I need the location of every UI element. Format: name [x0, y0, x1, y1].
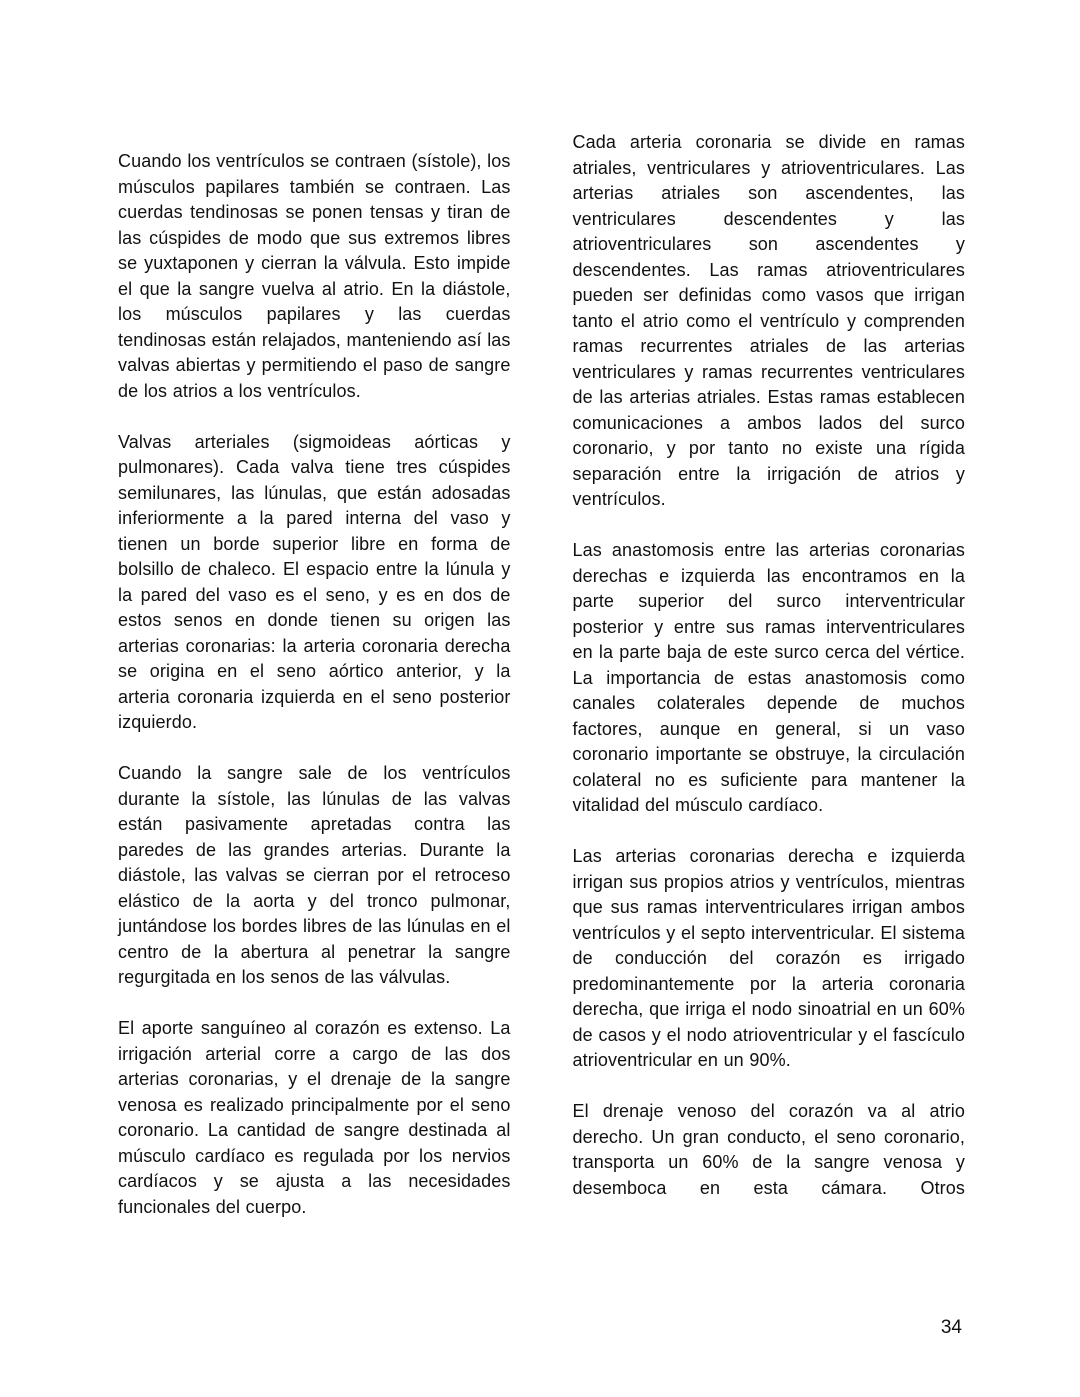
- paragraph-coronary-branches: Cada arteria coronaria se divide en ramas atriales, ventriculares y atrioventriculares. Las arterias atriales son ascendentes, las ventriculares descendentes y las atrioventriculares son ascendentes y descendentes. Las ramas atrioventriculares pueden ser definidas como vasos que irrigan tanto el atrio como el ventrículo y comprenden ramas recurrentes atriales de las arterias ventriculares y ramas recurrentes ventriculares de las arterias atriales. Estas ramas establecen comunicaciones a ambos lados del surco coronario, y por tanto no existe una rígida separación entre la irrigación de atrios y ventrículos.: [572, 132, 965, 509]
- two-column-layout: [118, 130, 965, 1220]
- right-column: [573, 130, 966, 1201]
- paragraph-valve-systole: Cuando los ventrículos se contraen (sístole), los músculos papilares también se contraen. Las cuerdas tendinosas se ponen tensas y tiran de las cúspides de modo que sus extremos libres se yuxtaponen y cierran la válvula. Esto impide el que la sangre vuelva al atrio. En la diástole, los músculos papilares y las cuerdas tendinosas están relajados, manteniendo así las valvas abiertas y permitiendo el paso de sangre de los atrios a los ventrículos.: [118, 151, 511, 401]
- paragraph-blood-exit-ventricles: Cuando la sangre sale de los ventrículos durante la sístole, las lúnulas de las valvas están pasivamente apretadas contra las paredes de las grandes arterias. Durante la diástole, las valvas se cierran por el retroceso elástico de la aorta y del tronco pulmonar, juntándose los bordes libres de las lúnulas en el centro de la abertura al penetrar la sangre regurgitada en los senos de las válvulas.: [118, 763, 511, 987]
- paragraph-arterial-valves: Valvas arteriales (sigmoideas aórticas y pulmonares). Cada valva tiene tres cúspides semilunares, las lúnulas, que están adosadas inferiormente a la pared interna del vaso y tienen un borde superior libre en forma de bolsillo de chaleco. El espacio entre la lúnula y la pared del vaso es el seno, y es en dos de estos senos en donde tienen su origen las arterias coronarias: la arteria coronaria derecha se origina en el seno aórtico anterior, y la arteria coronaria izquierda en el seno posterior izquierdo.: [118, 431, 511, 732]
- paragraph-venous-drainage: El drenaje venoso del corazón va al atrio derecho. Un gran conducto, el seno coronario, transporta un 60% de la sangre venosa y desemboca en esta cámara. Otros: [572, 1101, 965, 1198]
- left-column: [118, 149, 511, 1220]
- page-number: 34: [940, 1317, 962, 1338]
- paragraph-blood-supply-heart: El aporte sanguíneo al corazón es extenso. La irrigación arterial corre a cargo de las dos arterias coronarias, y el drenaje de la sangre venosa es realizado principalmente por el seno coronario. La cantidad de sangre destinada al músculo cardíaco es regulada por los nervios cardíacos y se ajusta a las necesidades funcionales del cuerpo.: [118, 1018, 511, 1217]
- paragraph-coronary-irrigation: Las arterias coronarias derecha e izquierda irrigan sus propios atrios y ventrículos, mientras que sus ramas interventriculares irrigan ambos ventrículos y el septo interventricular. El sistema de conducción del corazón es irrigado predominantemente por la arteria coronaria derecha, que irriga el nodo sinoatrial en un 60% de casos y el nodo atrioventricular y el fascículo atrioventricular en un 90%.: [572, 846, 965, 1070]
- paragraph-anastomosis: Las anastomosis entre las arterias coronarias derechas e izquierda las encontramos en la parte superior del surco interventricular posterior y entre sus ramas interventriculares en la parte baja de este surco cerca del vértice. La importancia de estas anastomosis como canales colaterales depende de muchos factores, aunque en general, si un vaso coronario importante se obstruye, la circulación colateral no es suficiente para mantener la vitalidad del músculo cardíaco.: [572, 540, 965, 815]
